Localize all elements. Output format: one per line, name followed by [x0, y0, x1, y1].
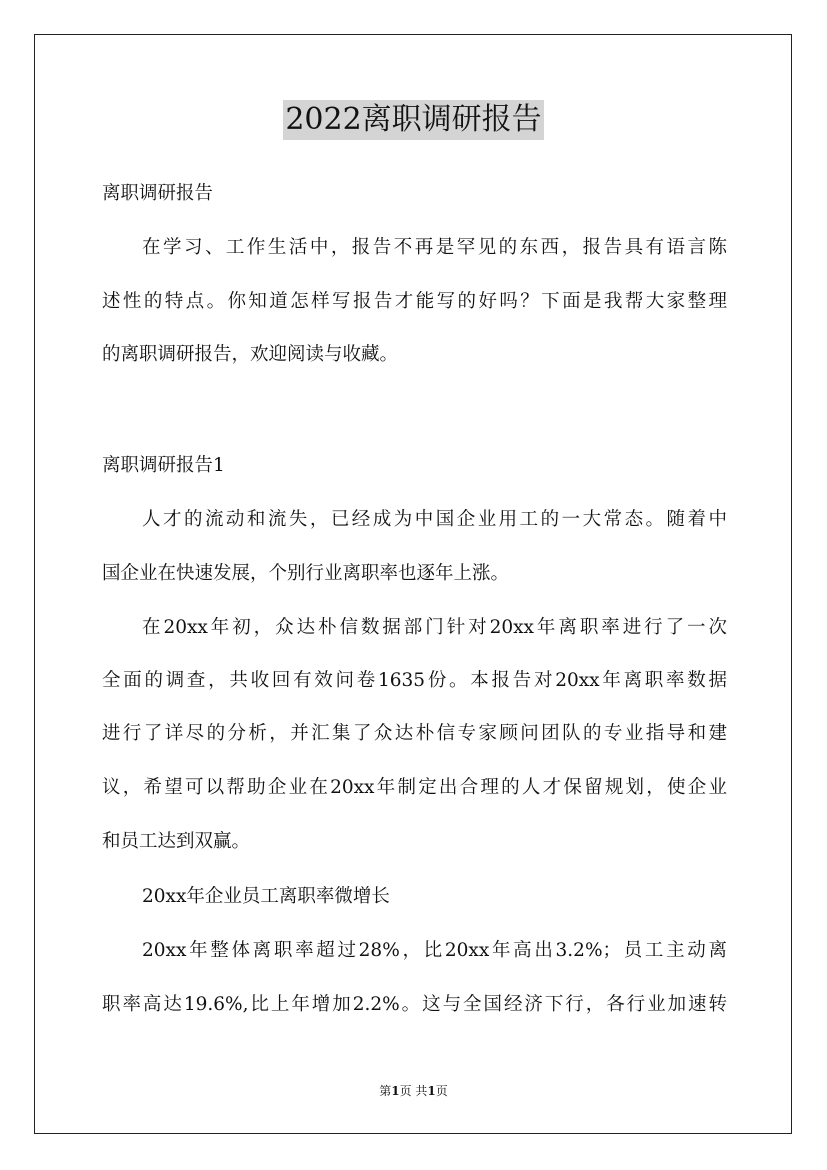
paragraph-line-7: 和员工达到双赢。: [102, 831, 251, 852]
footer-page-current: 1: [391, 1084, 400, 1098]
intro-line-1: 在学习、工作生活中，报告不再是罕见的东西，报告具有语言陈: [142, 237, 727, 258]
intro-line-3: 的离职调研报告，欢迎阅读与收藏。: [102, 344, 399, 365]
paragraph-line-2: 国企业在快速发展，个别行业离职率也逐年上涨。: [102, 563, 510, 584]
section-heading: 离职调研报告1: [102, 455, 225, 476]
footer-page-suffix: 页: [435, 1084, 448, 1098]
paragraph-line-9: 20xx年整体离职率超过28%，比20xx年高出3.2%；员工主动离: [142, 940, 727, 961]
footer-page-prefix: 第: [379, 1084, 392, 1098]
document-title: 2022离职调研报告: [283, 100, 543, 140]
paragraph-line-10: 职率高达19.6%,比上年增加2.2%。这与全国经济下行，各行业加速转: [102, 994, 727, 1015]
title-wrap: [0, 100, 827, 140]
subtitle: 离职调研报告: [102, 183, 214, 204]
paragraph-line-4: 全面的调查，共收回有效问卷1635份。本报告对20xx年离职率数据: [102, 670, 727, 691]
footer-page-total: 1: [427, 1084, 436, 1098]
paragraph-line-6: 议，希望可以帮助企业在20xx年制定出合理的人才保留规划，使企业: [102, 777, 727, 798]
paragraph-line-1: 人才的流动和流失，已经成为中国企业用工的一大常态。随着中: [142, 509, 727, 530]
paragraph-line-3: 在20xx年初，众达朴信数据部门针对20xx年离职率进行了一次: [142, 617, 727, 638]
page-footer: [0, 1083, 827, 1099]
paragraph-line-5: 进行了详尽的分析，并汇集了众达朴信专家顾问团队的专业指导和建: [102, 723, 727, 744]
footer-page-mid: 页 共: [399, 1084, 428, 1098]
paragraph-line-8: 20xx年企业员工离职率微增长: [142, 886, 390, 907]
intro-line-2: 述性的特点。你知道怎样写报告才能写的好吗？下面是我帮大家整理: [102, 291, 727, 312]
